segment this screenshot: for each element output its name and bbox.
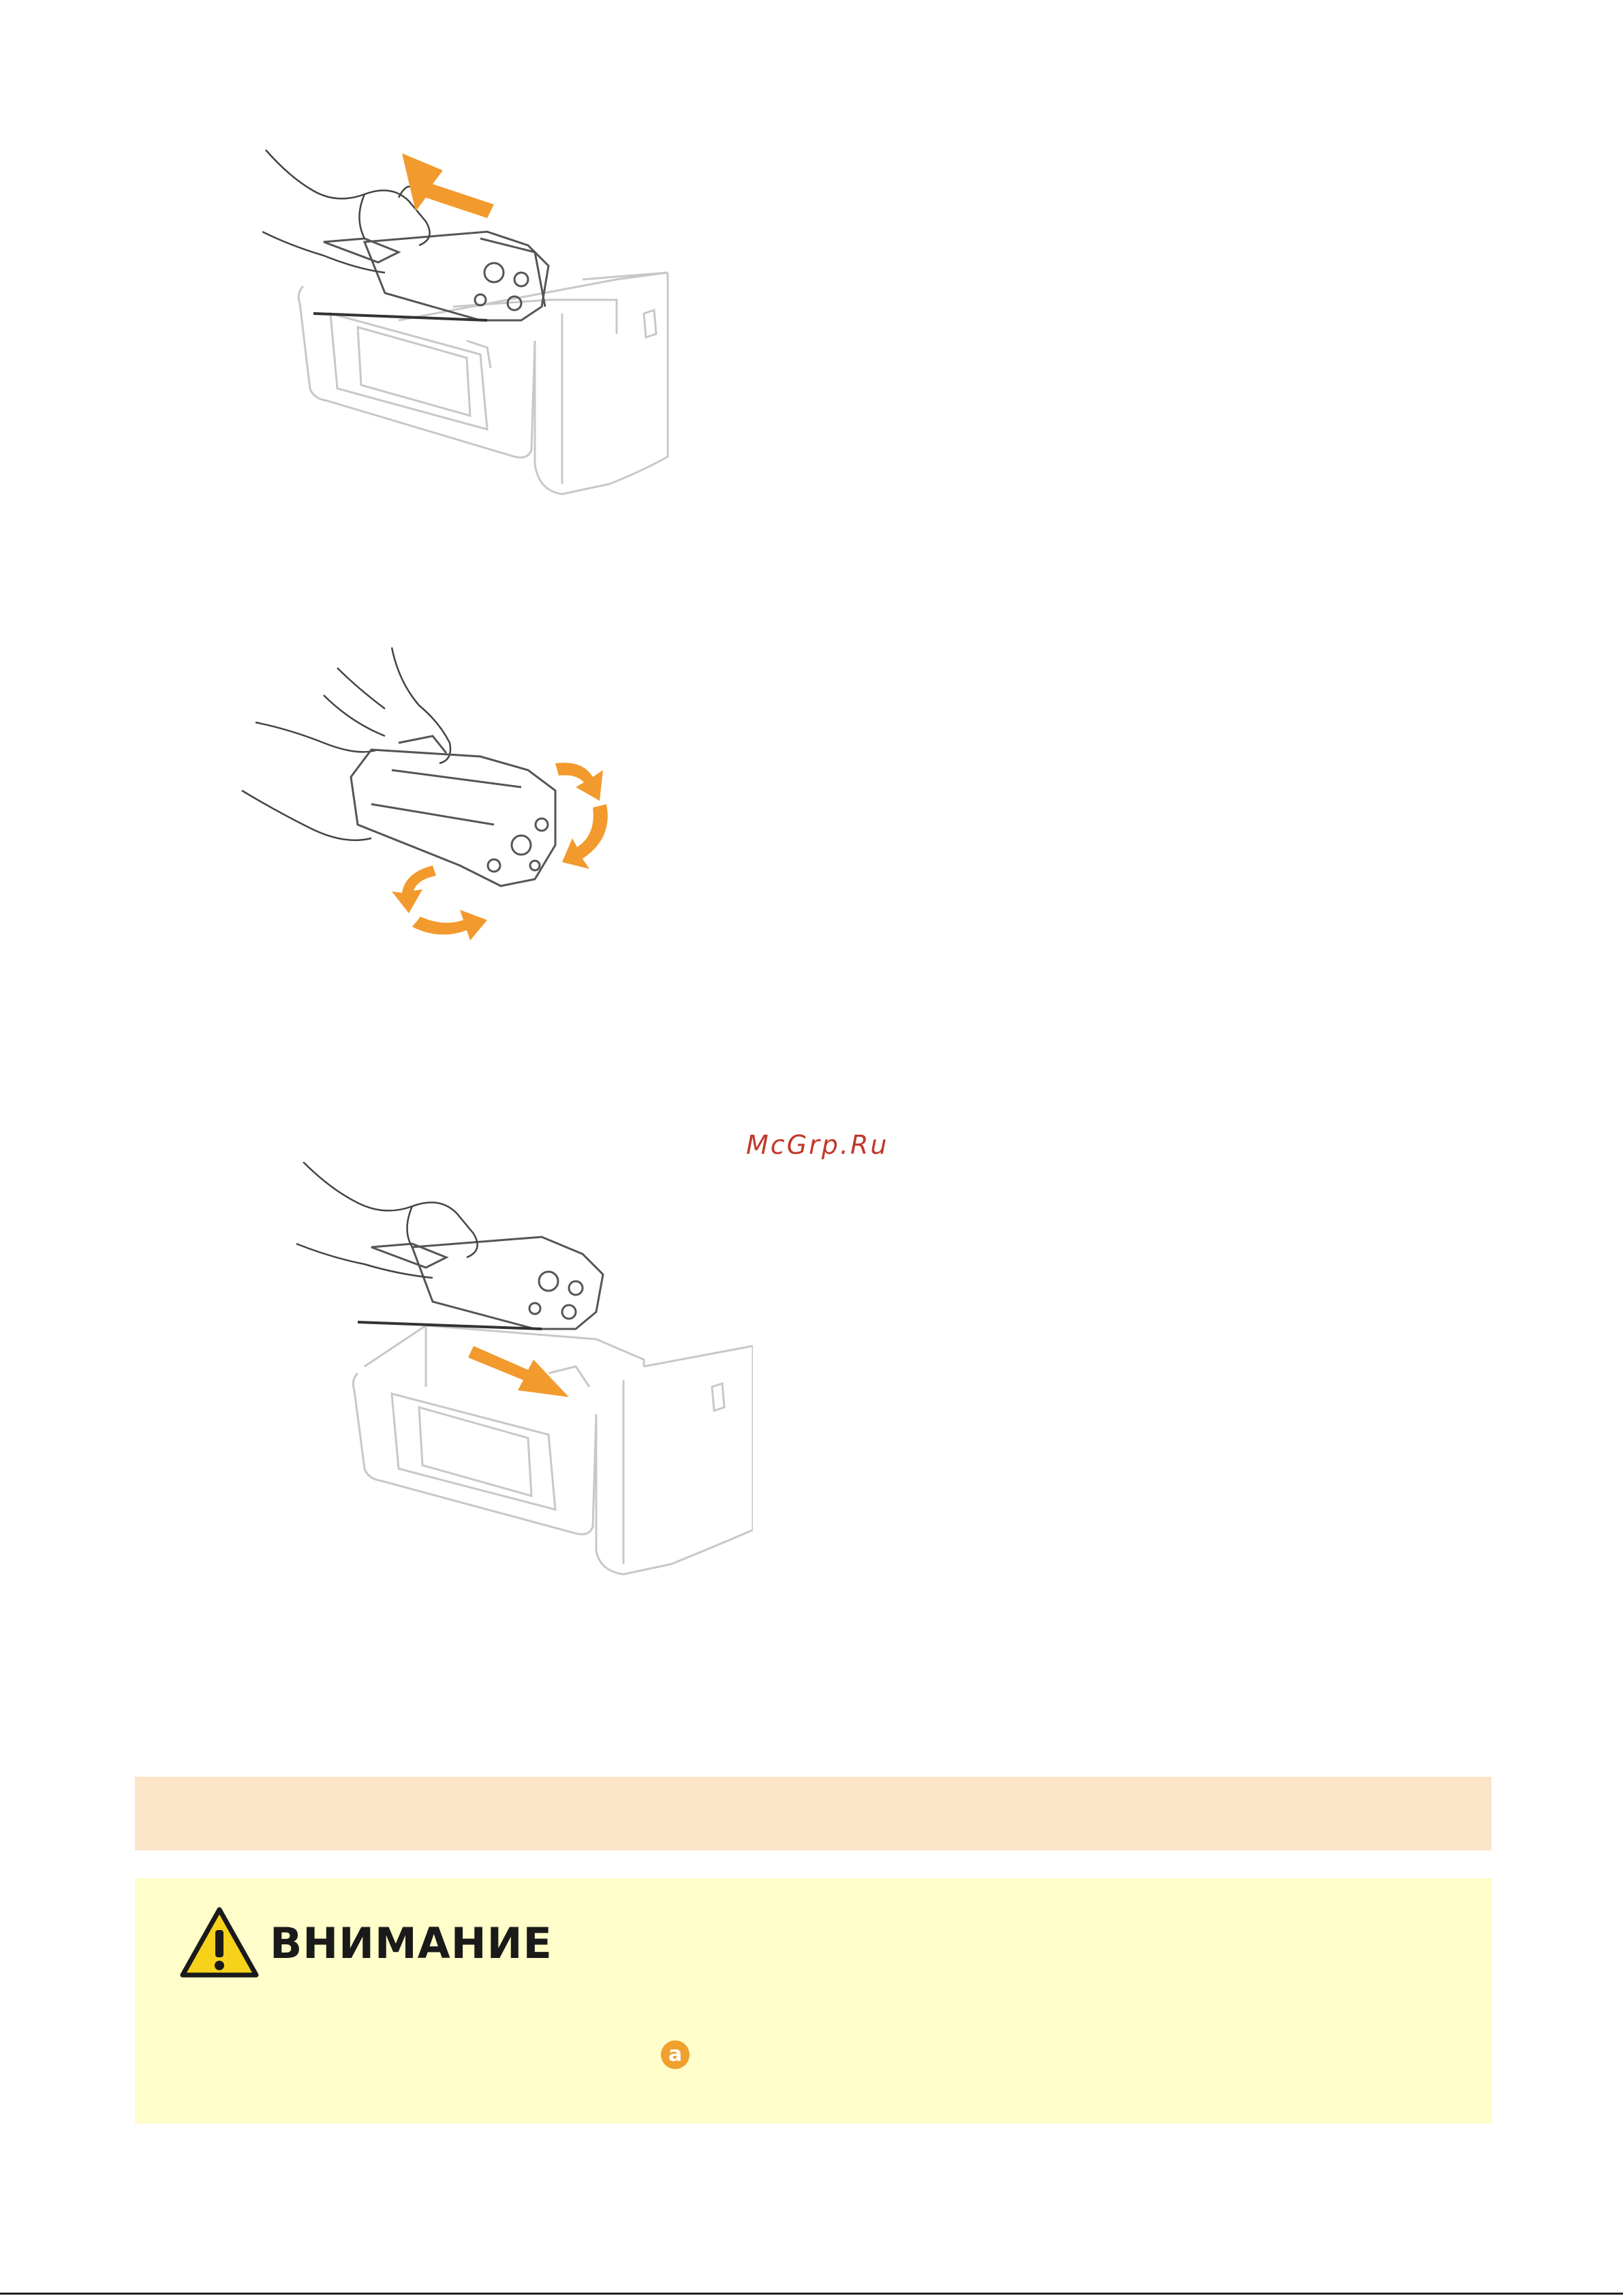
remove-cartridge-drawing [262, 136, 698, 504]
cartridge-outline [371, 1237, 603, 1329]
pull-out-arrow [402, 153, 494, 218]
illustration-insert-cartridge [290, 1162, 753, 1598]
printer-outline [353, 1326, 753, 1574]
page-bottom-rule [0, 2293, 1623, 2295]
printer-outline [298, 273, 668, 494]
cartridge-outline [324, 232, 548, 320]
hand-outline [296, 1162, 478, 1278]
hand-outline [262, 150, 430, 273]
cartridge-outline [351, 736, 555, 886]
caution-header [179, 1905, 553, 1980]
watermark: McGrp.Ru [746, 1130, 889, 1160]
insert-cartridge-drawing [290, 1162, 753, 1598]
shake-cartridge-drawing [235, 641, 658, 968]
callout-a-icon: a [661, 2040, 690, 2069]
illustration-shake-cartridge [235, 641, 658, 968]
note-bar [135, 1777, 1491, 1850]
caution-title: ВНИМАНИЕ [270, 1918, 553, 1968]
warning-triangle-icon [179, 1905, 260, 1980]
illustration-remove-cartridge [262, 136, 698, 504]
